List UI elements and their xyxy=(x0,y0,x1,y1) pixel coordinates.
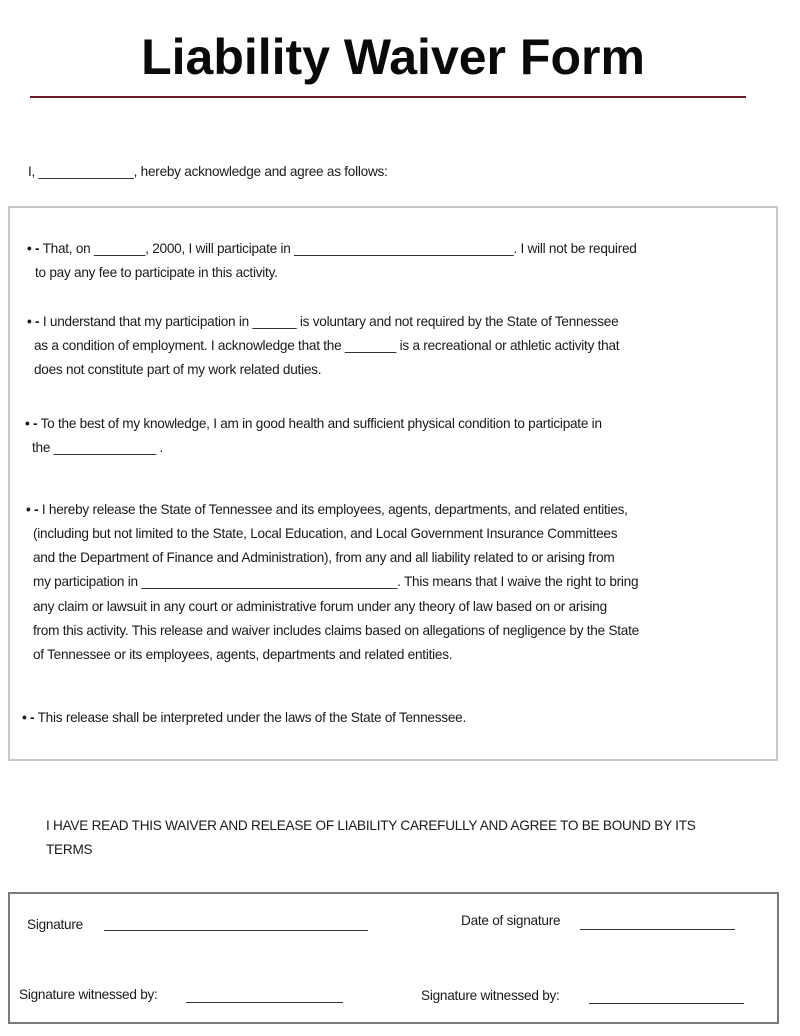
clauses-box xyxy=(8,206,778,761)
clause-line: as a condition of employment. I acknowledge that the _______ is a recreational or athletic activity that xyxy=(34,338,620,353)
witness-1-field[interactable] xyxy=(186,1002,343,1003)
clause-line: from this activity. This release and waiver includes claims based on allegations of negligence by the State xyxy=(33,623,639,638)
clause-line: does not constitute part of my work related duties. xyxy=(34,362,322,377)
clause-line: I hereby release the State of Tennessee and its employees, agents, departments, and related entities, xyxy=(41,502,628,517)
acknowledgement-line: I HAVE READ THIS WAIVER AND RELEASE OF LIABILITY CAREFULLY AND AGREE TO BE BOUND BY ITS xyxy=(46,818,696,833)
bullet-icon: • - xyxy=(26,502,39,517)
signature-box xyxy=(8,892,779,1024)
bullet-icon: • - xyxy=(27,314,40,329)
signature-field[interactable] xyxy=(104,930,368,931)
clause-line: To the best of my knowledge, I am in good health and sufficient physical condition to participate in xyxy=(40,416,602,431)
bullet-icon: • - xyxy=(27,241,40,256)
bullet-icon: • - xyxy=(22,710,35,725)
clause-line: my participation in ___________________________________. This means that I waive the right to bring xyxy=(33,574,639,589)
witness-1-label: Signature witnessed by: xyxy=(19,987,158,1002)
clause-line: This release shall be interpreted under the laws of the State of Tennessee. xyxy=(37,710,466,725)
clause-line: (including but not limited to the State, Local Education, and Local Government Insurance Committees xyxy=(33,526,618,541)
intro-text: I, _____________, hereby acknowledge and agree as follows: xyxy=(28,164,388,179)
bullet-icon: • - xyxy=(25,416,38,431)
acknowledgement-line: TERMS xyxy=(46,842,93,857)
clause-line: I understand that my participation in ______ is voluntary and not required by the State of Tennessee xyxy=(42,314,619,329)
clause-line: any claim or lawsuit in any court or administrative forum under any theory of law based on or arising xyxy=(33,599,607,614)
clause-3 xyxy=(25,416,602,432)
title-divider xyxy=(30,96,746,98)
clause-line: the ______________ . xyxy=(32,440,164,455)
clause-5 xyxy=(22,710,466,726)
date-of-signature-field[interactable] xyxy=(580,929,735,930)
clause-line: and the Department of Finance and Administration), from any and all liability related to or arising from xyxy=(33,550,615,565)
date-of-signature-label: Date of signature xyxy=(461,913,561,928)
clause-line: of Tennessee or its employees, agents, departments and related entities. xyxy=(33,647,453,662)
clause-line: to pay any fee to participate in this activity. xyxy=(35,265,278,280)
witness-2-label: Signature witnessed by: xyxy=(421,988,560,1003)
clause-2 xyxy=(27,314,618,330)
signature-label: Signature xyxy=(27,917,83,932)
witness-2-field[interactable] xyxy=(589,1003,744,1004)
clause-4 xyxy=(26,502,628,518)
clause-1 xyxy=(27,241,637,257)
clause-line: That, on _______, 2000, I will participate in ______________________________. I will not be required xyxy=(42,241,637,256)
page-title: Liability Waiver Form xyxy=(141,29,645,85)
